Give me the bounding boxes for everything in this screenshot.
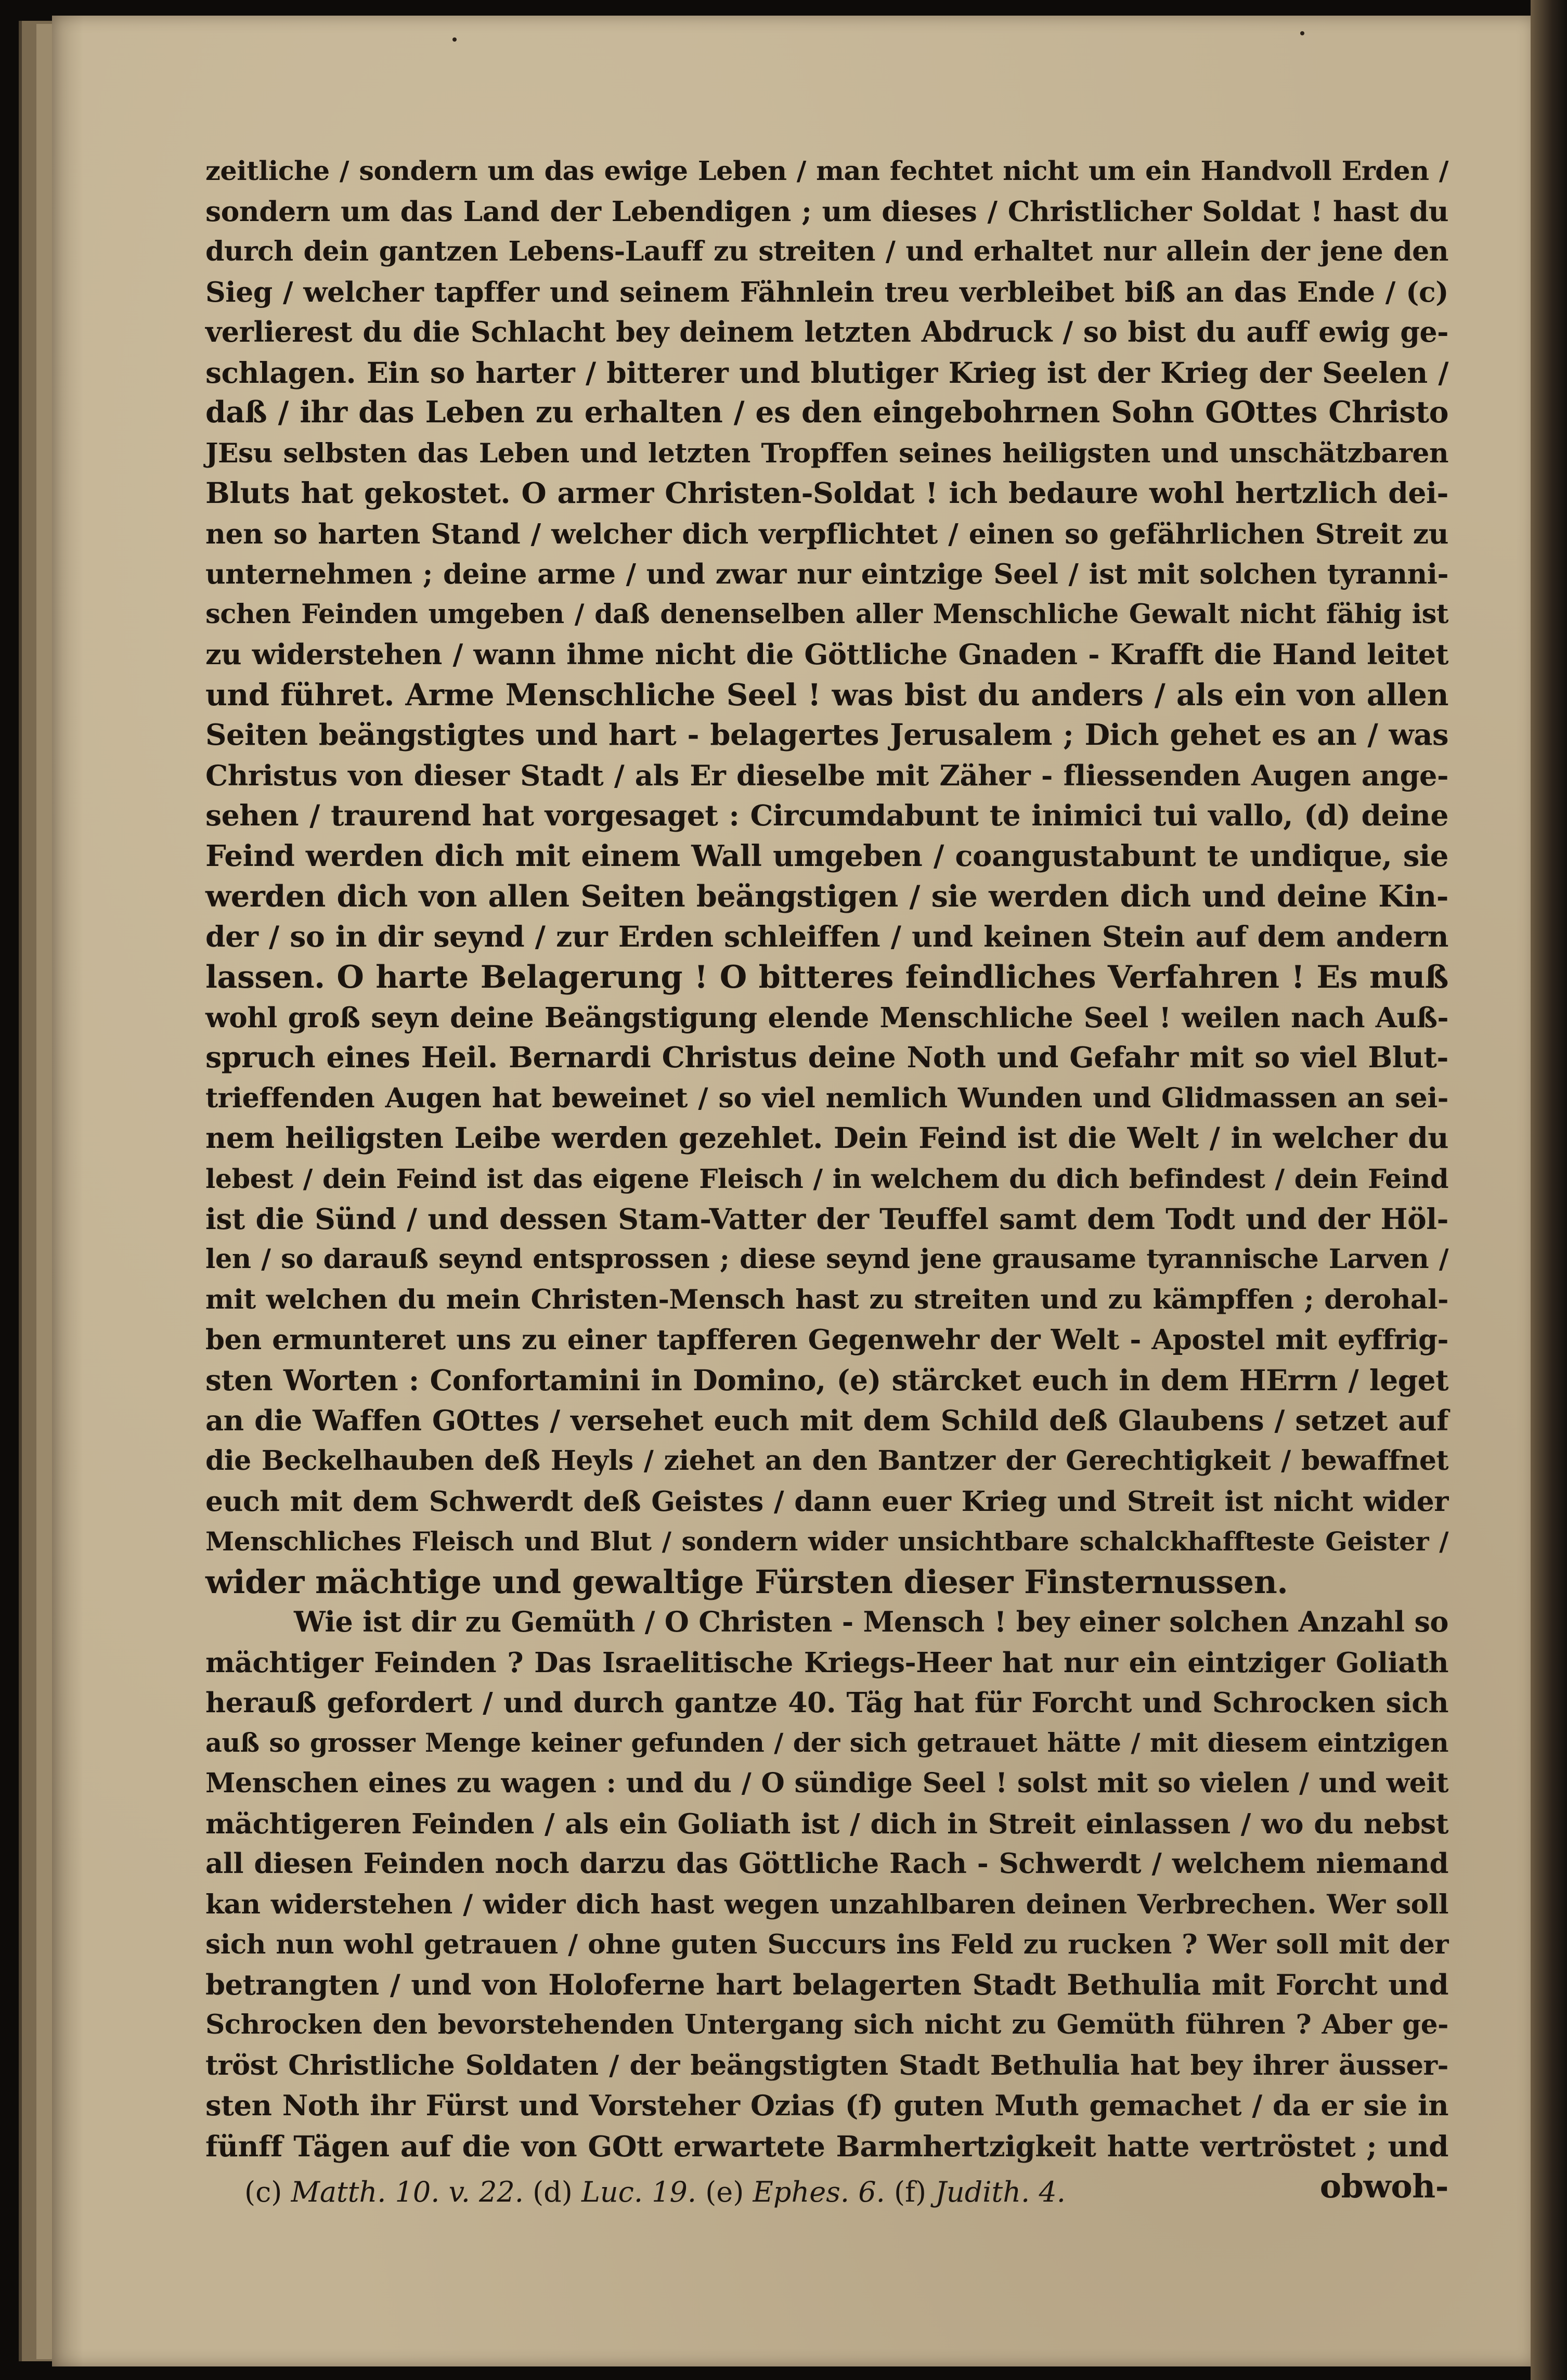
text-line: sich nun wohl getrauen / ohne guten Succurs ins Feld zu rucken ? Wer soll mit der bbox=[205, 1929, 1448, 1960]
text-line: Christus von dieser Stadt / als Er dieselbe mit Zäher - fliessenden Augen ange- bbox=[205, 758, 1448, 792]
text-line: verlierest du die Schlacht bey deinem letzten Abdruck / so bist du auff ewig ge- bbox=[205, 315, 1448, 348]
text-line: schlagen. Ein so harter / bitterer und blutiger Krieg ist der Krieg der Seelen / bbox=[205, 355, 1448, 390]
text-line: fünff Tägen auf die von GOtt erwartete Barmhertzigkeit hatte vertröstet ; und bbox=[205, 2129, 1448, 2163]
text-line: die Beckelhauben deß Heyls / ziehet an den Bantzer der Gerechtigkeit / bewaffnet bbox=[205, 1445, 1448, 1477]
text-line: nem heiligsten Leibe werden gezehlet. Dein Feind ist die Welt / in welcher du bbox=[205, 1121, 1448, 1155]
footnote-marker: (d) bbox=[533, 2176, 573, 2208]
footnote-marker: (c) bbox=[244, 2176, 282, 2208]
text-line: zeitliche / sondern um das ewige Leben / man fechtet nicht um ein Handvoll Erden / bbox=[205, 155, 1448, 186]
text-line: all diesen Feinden noch darzu das Göttliche Rach - Schwerdt / welchem niemand bbox=[205, 1847, 1448, 1880]
paragraph-start-line: Wie ist dir zu Gemüth / O Christen - Mensch ! bey einer solchen Anzahl so bbox=[294, 1605, 1448, 1638]
text-line: durch dein gantzen Lebens-Lauff zu streiten / und erhaltet nur allein der jene den bbox=[205, 236, 1448, 267]
text-line: trieffenden Augen hat beweinet / so viel nemlich Wunden und Glidmassen an sei- bbox=[205, 1082, 1448, 1114]
text-line: unternehmen ; deine arme / und zwar nur eintzige Seel / ist mit solchen tyranni- bbox=[205, 558, 1448, 590]
text-line: ben ermunteret uns zu einer tapfferen Gegenwehr der Welt - Apostel mit eyffrig- bbox=[205, 1323, 1448, 1356]
text-line: sten Noth ihr Fürst und Vorsteher Ozias (f) guten Muth gemachet / da er sie in bbox=[205, 2089, 1448, 2122]
footnote-marker: (e) bbox=[705, 2176, 744, 2208]
text-line: ist die Sünd / und dessen Stam-Vatter der Teuffel samt dem Todt und der Höl- bbox=[205, 1202, 1448, 1236]
text-line: werden dich von allen Seiten beängstigen / sie werden dich und deine Kin- bbox=[205, 879, 1448, 914]
ink-speck bbox=[452, 37, 457, 42]
text-line: wider mächtige und gewaltige Fürsten dieser Finsternussen. bbox=[205, 1562, 1288, 1601]
text-line: wohl groß seyn deine Beängstigung elende Menschliche Seel ! weilen nach Auß- bbox=[205, 1001, 1448, 1034]
text-line: auß so grosser Menge keiner gefunden / der sich getrauet hätte / mit diesem eintzigen bbox=[205, 1727, 1448, 1758]
text-line: lebest / dein Feind ist das eigene Fleisch / in welchem du dich befindest / dein Feind bbox=[205, 1162, 1448, 1194]
text-line: Menschen eines zu wagen : und du / O sündige Seel ! solst mit so vielen / und weit bbox=[205, 1767, 1448, 1799]
book-spine-shadow bbox=[1531, 0, 1567, 2380]
text-line: mit welchen du mein Christen-Mensch hast zu streiten und zu kämpffen ; derohal- bbox=[205, 1284, 1448, 1315]
footnote-marker: (f) bbox=[893, 2176, 927, 2208]
text-line: mächtiger Feinden ? Das Israelitische Kriegs-Heer hat nur ein eintziger Goliath bbox=[205, 1646, 1448, 1679]
text-line: Bluts hat gekostet. O armer Christen-Soldat ! ich bedaure wohl hertzlich dei- bbox=[205, 476, 1448, 510]
text-line: Schrocken den bevorstehenden Untergang sich nicht zu Gemüth führen ? Aber ge- bbox=[205, 2009, 1448, 2040]
ink-speck bbox=[1300, 31, 1304, 35]
text-line: schen Feinden umgeben / daß denenselben aller Menschliche Gewalt nicht fähig ist bbox=[205, 598, 1448, 630]
catchword: obwoh- bbox=[1319, 2167, 1448, 2205]
text-line: sondern um das Land der Lebendigen ; um dieses / Christlicher Soldat ! hast du bbox=[205, 195, 1448, 228]
footnote-reference: Matth. 10. v. 22. bbox=[291, 2176, 524, 2208]
text-line: len / so darauß seynd entsprossen ; diese seynd jene grausame tyrannische Larven / bbox=[205, 1243, 1448, 1275]
text-line: sten Worten : Confortamini in Domino, (e) stärcket euch in dem HErrn / leget bbox=[205, 1363, 1448, 1397]
text-line: kan widerstehen / wider dich hast wegen unzahlbaren deinen Verbrechen. Wer soll bbox=[205, 1888, 1448, 1920]
text-line: tröst Christliche Soldaten / der beängstigten Stadt Bethulia hat bey ihrer äusser- bbox=[205, 2049, 1448, 2081]
footnote-reference: Judith. 4. bbox=[935, 2176, 1066, 2208]
text-line: spruch eines Heil. Bernardi Christus deine Noth und Gefahr mit so viel Blut- bbox=[205, 1041, 1448, 1075]
body-text bbox=[205, 151, 1448, 2207]
text-line: der / so in dir seynd / zur Erden schleiffen / und keinen Stein auf dem andern bbox=[205, 920, 1448, 954]
text-line: an die Waffen GOttes / versehet euch mit dem Schild deß Glaubens / setzet auf bbox=[205, 1403, 1448, 1437]
text-line: nen so harten Stand / welcher dich verpflichtet / einen so gefährlichen Streit zu bbox=[205, 517, 1448, 550]
text-line: euch mit dem Schwerdt deß Geistes / dann euer Krieg und Streit ist nicht wider bbox=[205, 1484, 1448, 1518]
text-line: Seiten beängstigtes und hart - belagertes Jerusalem ; Dich gehet es an / was bbox=[205, 718, 1448, 752]
footnote-reference: Ephes. 6. bbox=[753, 2176, 885, 2208]
footnotes bbox=[244, 2174, 1285, 2210]
text-line: daß / ihr das Leben zu erhalten / es den eingebohrnen Sohn GOttes Christo bbox=[205, 395, 1448, 430]
text-line: lassen. O harte Belagerung ! O bitteres feindliches Verfahren ! Es muß bbox=[205, 959, 1448, 995]
text-line: zu widerstehen / wann ihme nicht die Göttliche Gnaden - Krafft die Hand leitet bbox=[205, 638, 1448, 671]
text-line: Feind werden dich mit einem Wall umgeben / coangustabunt te undique, sie bbox=[205, 838, 1448, 873]
text-line: betrangten / und von Holoferne hart belagerten Stadt Bethulia mit Forcht und bbox=[205, 1968, 1448, 2001]
text-line: sehen / traurend hat vorgesaget : Circumdabunt te inimici tui vallo, (d) deine bbox=[205, 799, 1448, 833]
text-line: mächtigeren Feinden / als ein Goliath ist / dich in Streit einlassen / wo du nebst bbox=[205, 1807, 1448, 1840]
footnote-reference: Luc. 19. bbox=[581, 2176, 697, 2208]
text-line: Menschliches Fleisch und Blut / sondern wider unsichtbare schalckhaffteste Geister / bbox=[205, 1526, 1448, 1557]
text-line: Sieg / welcher tapffer und seinem Fähnlein treu verbleibet biß an das Ende / (c) bbox=[205, 275, 1448, 308]
text-line: herauß gefordert / und durch gantze 40. Täg hat für Forcht und Schrocken sich bbox=[205, 1686, 1448, 1719]
text-line: und führet. Arme Menschliche Seel ! was bist du anders / als ein von allen bbox=[205, 677, 1448, 713]
text-line: JEsu selbsten das Leben und letzten Tropffen seines heiligsten und unschätzbaren bbox=[205, 437, 1448, 469]
